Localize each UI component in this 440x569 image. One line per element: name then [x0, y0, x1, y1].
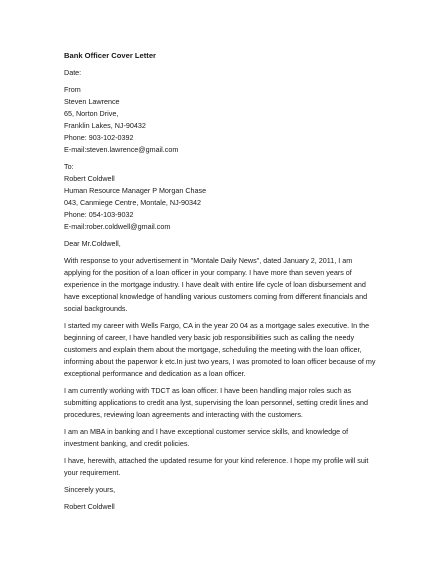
paragraph-line: have exceptional knowledge of handling various customers coming from different financials and	[64, 292, 368, 301]
sender-address-line-2: Franklin Lakes, NJ-90432	[64, 121, 146, 130]
paragraph-line: investment banking, and credit policies.	[64, 439, 190, 448]
paragraph-line: informing about the paperwor k etc.In just two years, I was promoted to loan officer because of my	[64, 357, 376, 366]
paragraph-line: I started my career with Wells Fargo, CA in the year 20 04 as a mortgage sales executive. In the	[64, 321, 370, 330]
letter-title: Bank Officer Cover Letter	[64, 51, 156, 60]
sender-address-line-1: 65, Norton Drive,	[64, 109, 119, 118]
to-label: To:	[64, 162, 74, 171]
recipient-email: E-mail:rober.coldwell@gmail.com	[64, 222, 171, 231]
recipient-name: Robert Coldwell	[64, 174, 115, 183]
date-label: Date:	[64, 68, 82, 77]
paragraph-line: your requirement.	[64, 468, 121, 477]
sender-phone: Phone: 903-102-0392	[64, 133, 134, 142]
paragraph-line: experience in the mortgage industry. I have dealt with entire life cycle of loan disbursement and	[64, 280, 366, 289]
paragraph-line: I am an MBA in banking and I have exceptional customer service skills, and knowledge of	[64, 427, 349, 436]
paragraph-line: customers and explain them about the mortgage, scheduling the meeting with the loan officer,	[64, 345, 362, 354]
paragraph-line: I am currently working with TDCT as loan officer. I have been handling major roles such as	[64, 386, 352, 395]
sender-email: E-mail:steven.lawrence@gmail.com	[64, 145, 179, 154]
paragraph-line: social backgrounds.	[64, 304, 128, 313]
from-label: From	[64, 85, 81, 94]
paragraph-line: I have, herewith, attached the updated resume for your kind reference. I hope my profile will suit	[64, 456, 369, 465]
paragraph-line: beginning of career, I have handled very basic job responsibilities such as calling the needy	[64, 333, 355, 342]
recipient-address: 043, Canmiege Centre, Montale, NJ-90342	[64, 198, 202, 207]
recipient-role: Human Resource Manager P Morgan Chase	[64, 186, 207, 195]
paragraph-line: submitting applications to credit ana lyst, supervising the loan personnel, setting credit lines and	[64, 398, 369, 407]
salutation: Dear Mr.Coldwell,	[64, 239, 121, 248]
sender-name: Steven Lawrence	[64, 97, 120, 106]
paragraph-line: procedures, reviewing loan agreements and interacting with the customers.	[64, 410, 303, 419]
closing: Sincerely yours,	[64, 485, 116, 494]
signature-name: Robert Coldwell	[64, 502, 115, 511]
paragraph-line: applying for the position of a loan officer in your company. I have more than seven years of	[64, 268, 352, 277]
recipient-phone: Phone: 054-103-9032	[64, 210, 134, 219]
paragraph-line: With response to your advertisement in "Montale Daily News", dated January 2, 2011, I am	[64, 256, 353, 265]
paragraph-line: exceptional performance and dedication as a loan officer.	[64, 369, 246, 378]
